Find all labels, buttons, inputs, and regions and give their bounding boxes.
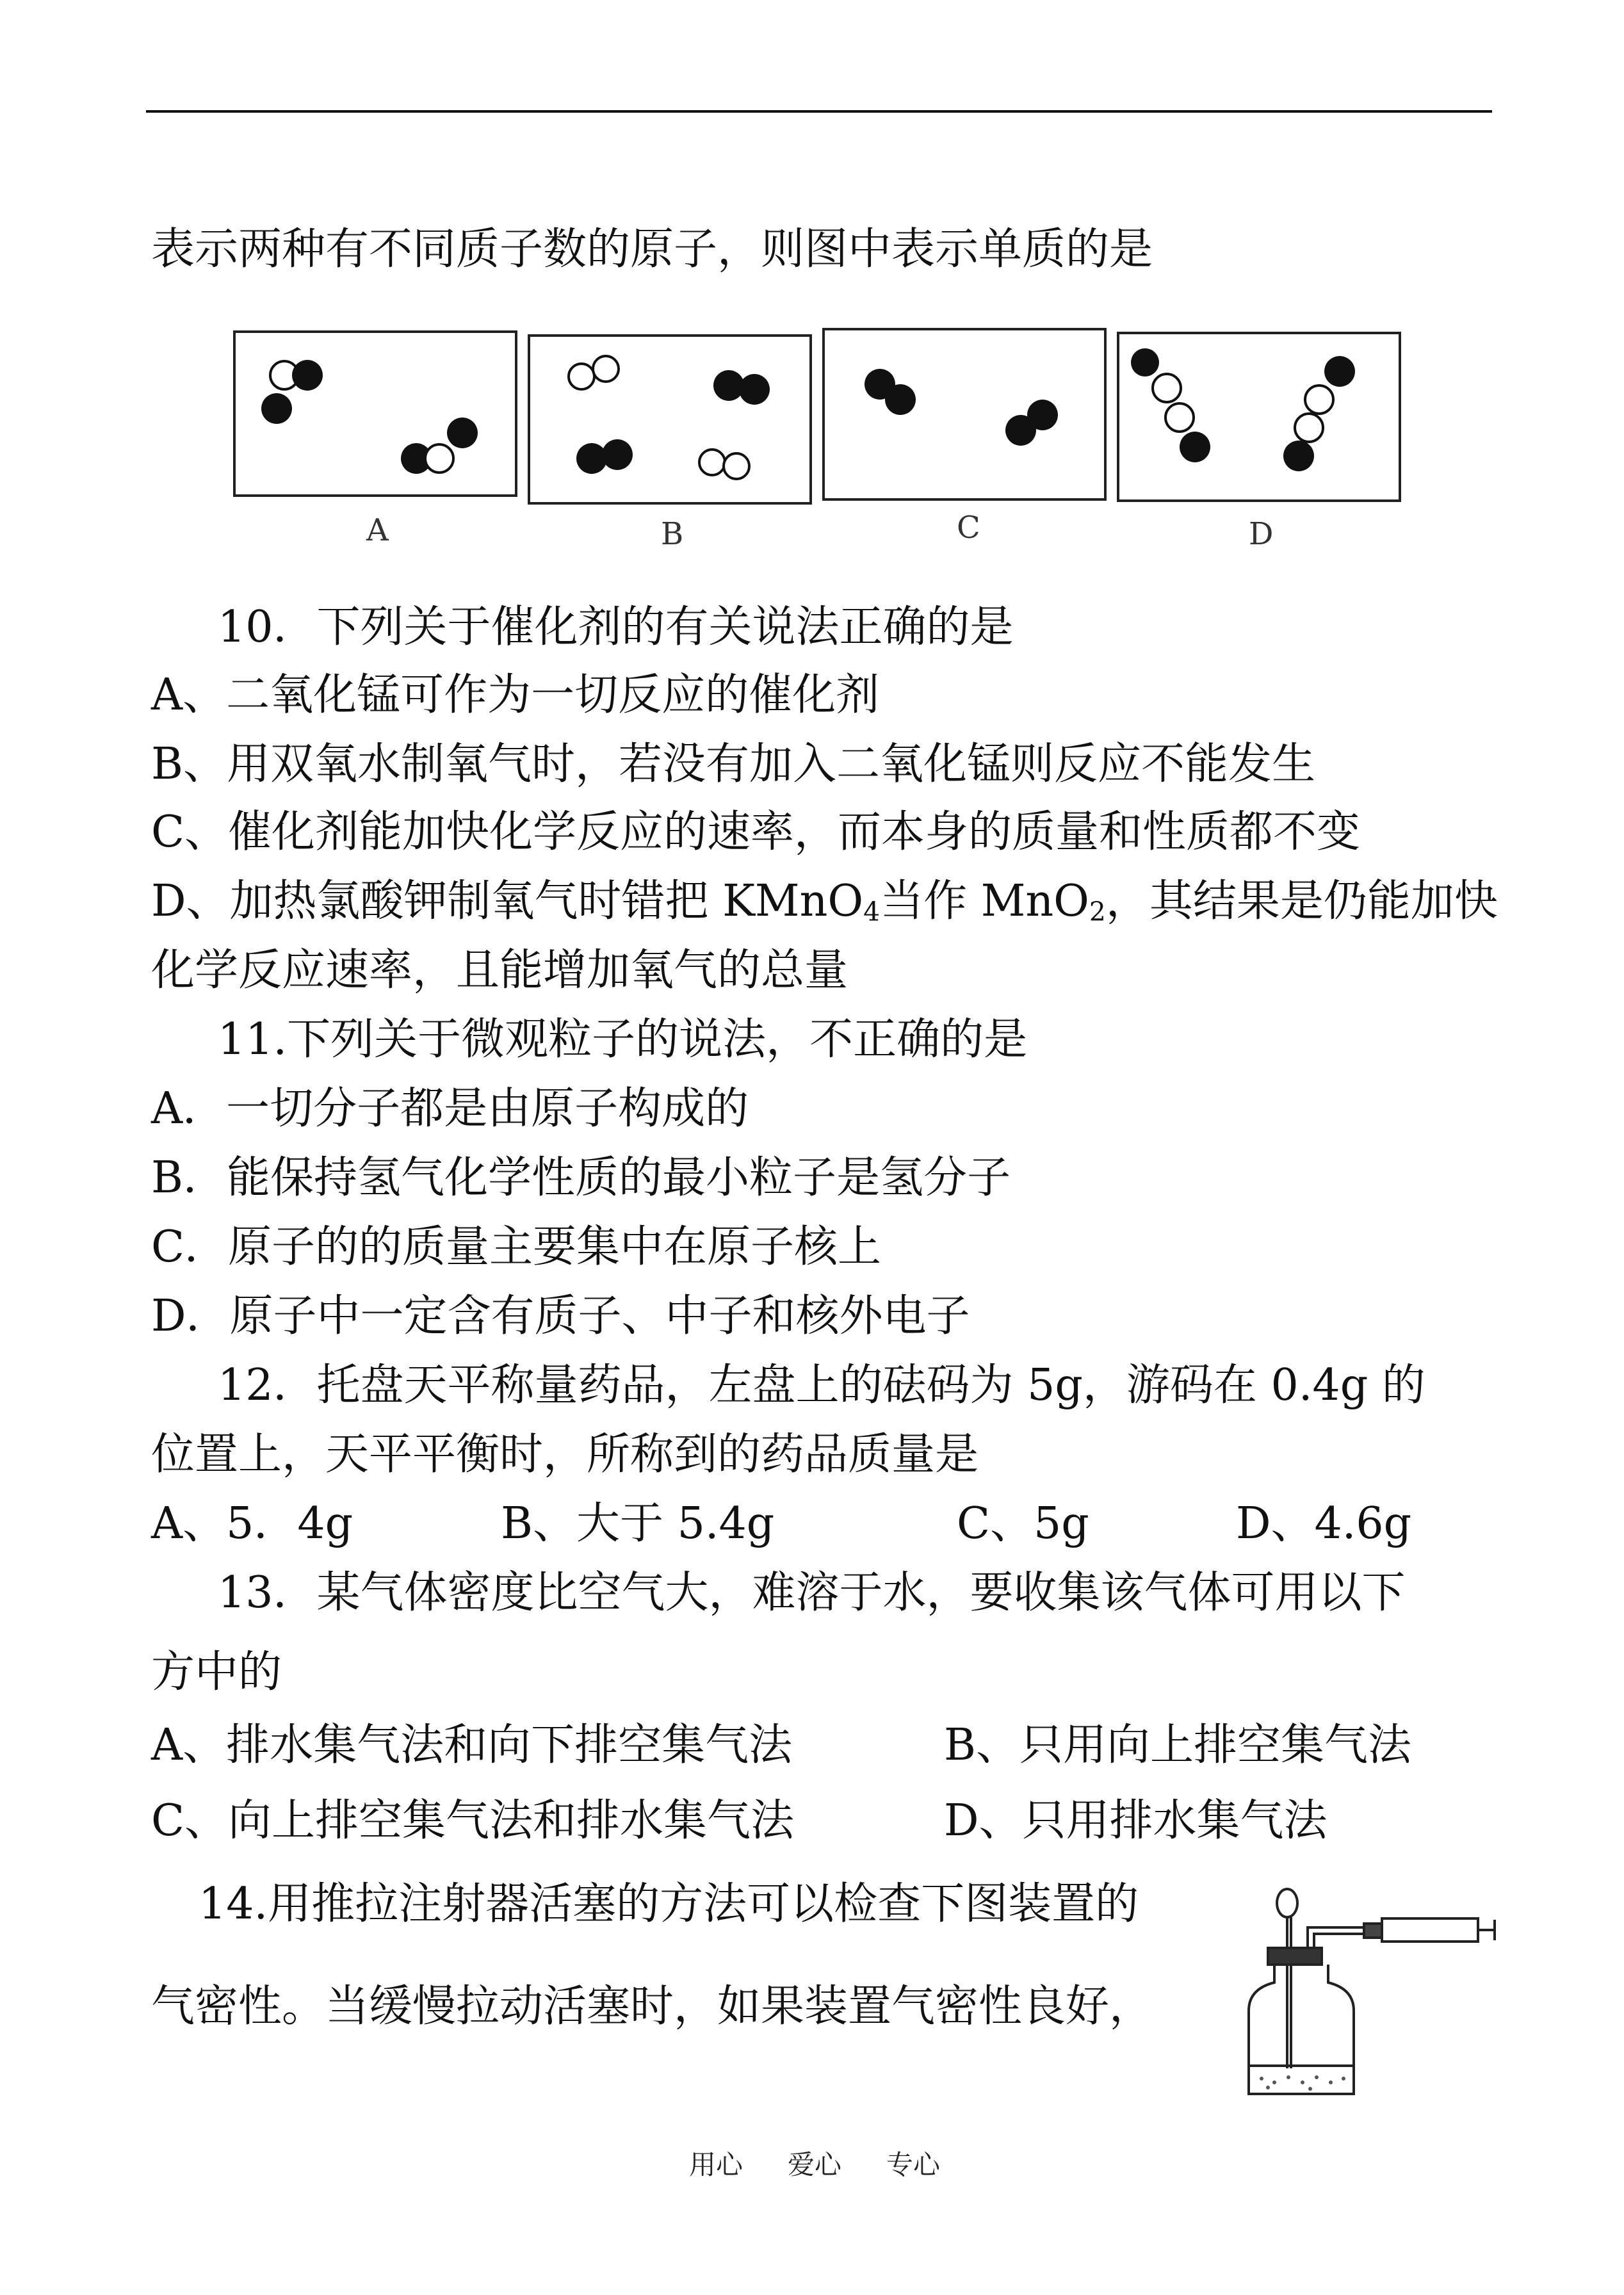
q10-option-b: B、用双氧水制氧气时，若没有加入二氧化锰则反应不能发生 — [151, 739, 1315, 790]
footer-text-1: 用心 — [689, 2149, 743, 2180]
figure-box-c — [822, 328, 1107, 501]
intro-line: 表示两种有不同质子数的原子，则图中表示单质的是 — [151, 224, 1153, 275]
q13-option-b: B、只用向上排空集气法 — [944, 1720, 1411, 1771]
q11-option-a: A．一切分子都是由原子构成的 — [151, 1083, 749, 1134]
footer-text-3: 专心 — [886, 2149, 941, 2180]
molecules-d — [1119, 334, 1399, 499]
q10-option-a: A、二氧化锰可作为一切反应的催化剂 — [151, 670, 880, 720]
q13-option-c: C、向上排空集气法和排水集气法 — [151, 1796, 795, 1846]
figure-box-b — [528, 334, 812, 505]
q14-stem: 14.用推拉注射器活塞的方法可以检查下图装置的 — [199, 1879, 1139, 1929]
q12-stem: 12．托盘天平称量药品，左盘上的砝码为 5g，游码在 0.4g 的 — [218, 1360, 1425, 1411]
q13-option-a: A、排水集气法和向下排空集气法 — [151, 1720, 793, 1771]
footer-text-2: 爱心 — [788, 2149, 842, 2180]
q13-stem: 13．某气体密度比空气大，难溶于水，要收集该气体可用以下 — [218, 1568, 1406, 1618]
q10-option-d-continued: 化学反应速率，且能增加氧气的总量 — [151, 945, 849, 996]
q10-option-c: C、催化剂能加快化学反应的速率，而本身的质量和性质都不变 — [151, 807, 1361, 857]
figure-label-c: C — [957, 510, 980, 546]
molecules-a — [236, 333, 515, 494]
q11-option-d: D．原子中一定含有质子、中子和核外电子 — [151, 1291, 970, 1342]
q11-option-c: C．原子的的质量主要集中在原子核上 — [151, 1222, 882, 1272]
figure-label-a: A — [366, 512, 389, 548]
molecules-c — [825, 330, 1104, 498]
header-rule — [146, 110, 1492, 113]
apparatus-diagram — [1236, 1876, 1496, 2107]
q10-stem: 10．下列关于催化剂的有关说法正确的是 — [218, 602, 1014, 653]
figure-box-a — [233, 330, 517, 497]
q12-stem-continued: 位置上，天平平衡时，所称到的药品质量是 — [151, 1429, 979, 1480]
figure-label-d: D — [1249, 516, 1274, 552]
q10-option-d: D、加热氯酸钾制氧气时错把 KMnO$_4$当作 MnO$_2$，其结果是仍能加快 — [151, 876, 1498, 928]
funnel-bulb — [1277, 1889, 1297, 1917]
q12-option-b: B、大于 5.4g — [501, 1498, 775, 1549]
q11-stem: 11.下列关于微观粒子的说法，不正确的是 — [218, 1014, 1028, 1065]
q13-stem-continued: 方中的 — [151, 1647, 282, 1698]
q12-option-d: D、4.6g — [1236, 1498, 1412, 1549]
molecules-b — [530, 337, 809, 502]
figure-label-b: B — [661, 516, 684, 552]
figure-box-d — [1117, 332, 1401, 502]
q12-option-a: A、5．4g — [151, 1498, 353, 1549]
q11-option-b: B．能保持氢气化学性质的最小粒子是氢分子 — [151, 1153, 1011, 1203]
q12-option-c: C、5g — [957, 1498, 1089, 1549]
q14-stem-continued: 气密性。当缓慢拉动活塞时，如果装置气密性良好， — [151, 1981, 1153, 2032]
q13-option-d: D、只用排水集气法 — [944, 1796, 1328, 1846]
